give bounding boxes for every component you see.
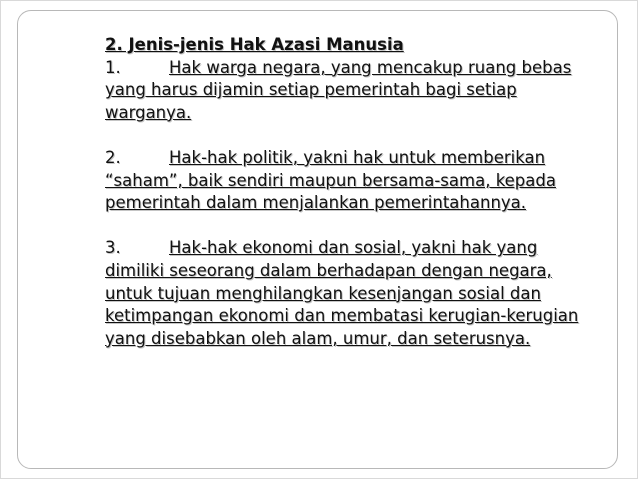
item-3-first-text: Hak-hak ekonomi dan sosial, yakni hak yang [169, 238, 538, 258]
item-1-number: 1. [105, 57, 121, 77]
item-2-line-2: “saham”, baik sendiri maupun bersama-sama, kepada [105, 170, 556, 190]
paragraph-spacer [105, 124, 625, 147]
item-1-line-2: yang harus dijamin setiap pemerintah bagi setiap [105, 80, 517, 100]
paragraph-spacer [105, 215, 625, 238]
item-3-line-2: dimiliki seseorang dalam berhadapan dengan negara, [105, 260, 552, 280]
item-2-line-3: pemerintah dalam menjalankan pemerintahannya. [105, 193, 527, 213]
item-2-first-line [105, 147, 625, 170]
item-3-line-5: yang disebabkan oleh alam, umur, dan seterusnya. [105, 328, 531, 348]
item-1-first-text: Hak warga negara, yang mencakup ruang bebas [169, 57, 572, 77]
item-3-line-3: untuk tujuan menghilangkan kesenjangan sosial dan [105, 283, 541, 303]
item-2-number: 2. [105, 147, 121, 167]
item-3-number: 3. [105, 238, 121, 258]
item-3-line-4: ketimpangan ekonomi dan membatasi kerugian-kerugian [105, 306, 579, 326]
slide-title: 2. Jenis-jenis Hak Azasi Manusia [105, 35, 404, 54]
item-3-first-line [105, 237, 625, 260]
slide-body [105, 34, 625, 350]
item-2-first-text: Hak-hak politik, yakni hak untuk memberikan [169, 147, 546, 167]
item-1-first-line [105, 57, 625, 80]
item-1-line-3: warganya. [105, 102, 192, 122]
